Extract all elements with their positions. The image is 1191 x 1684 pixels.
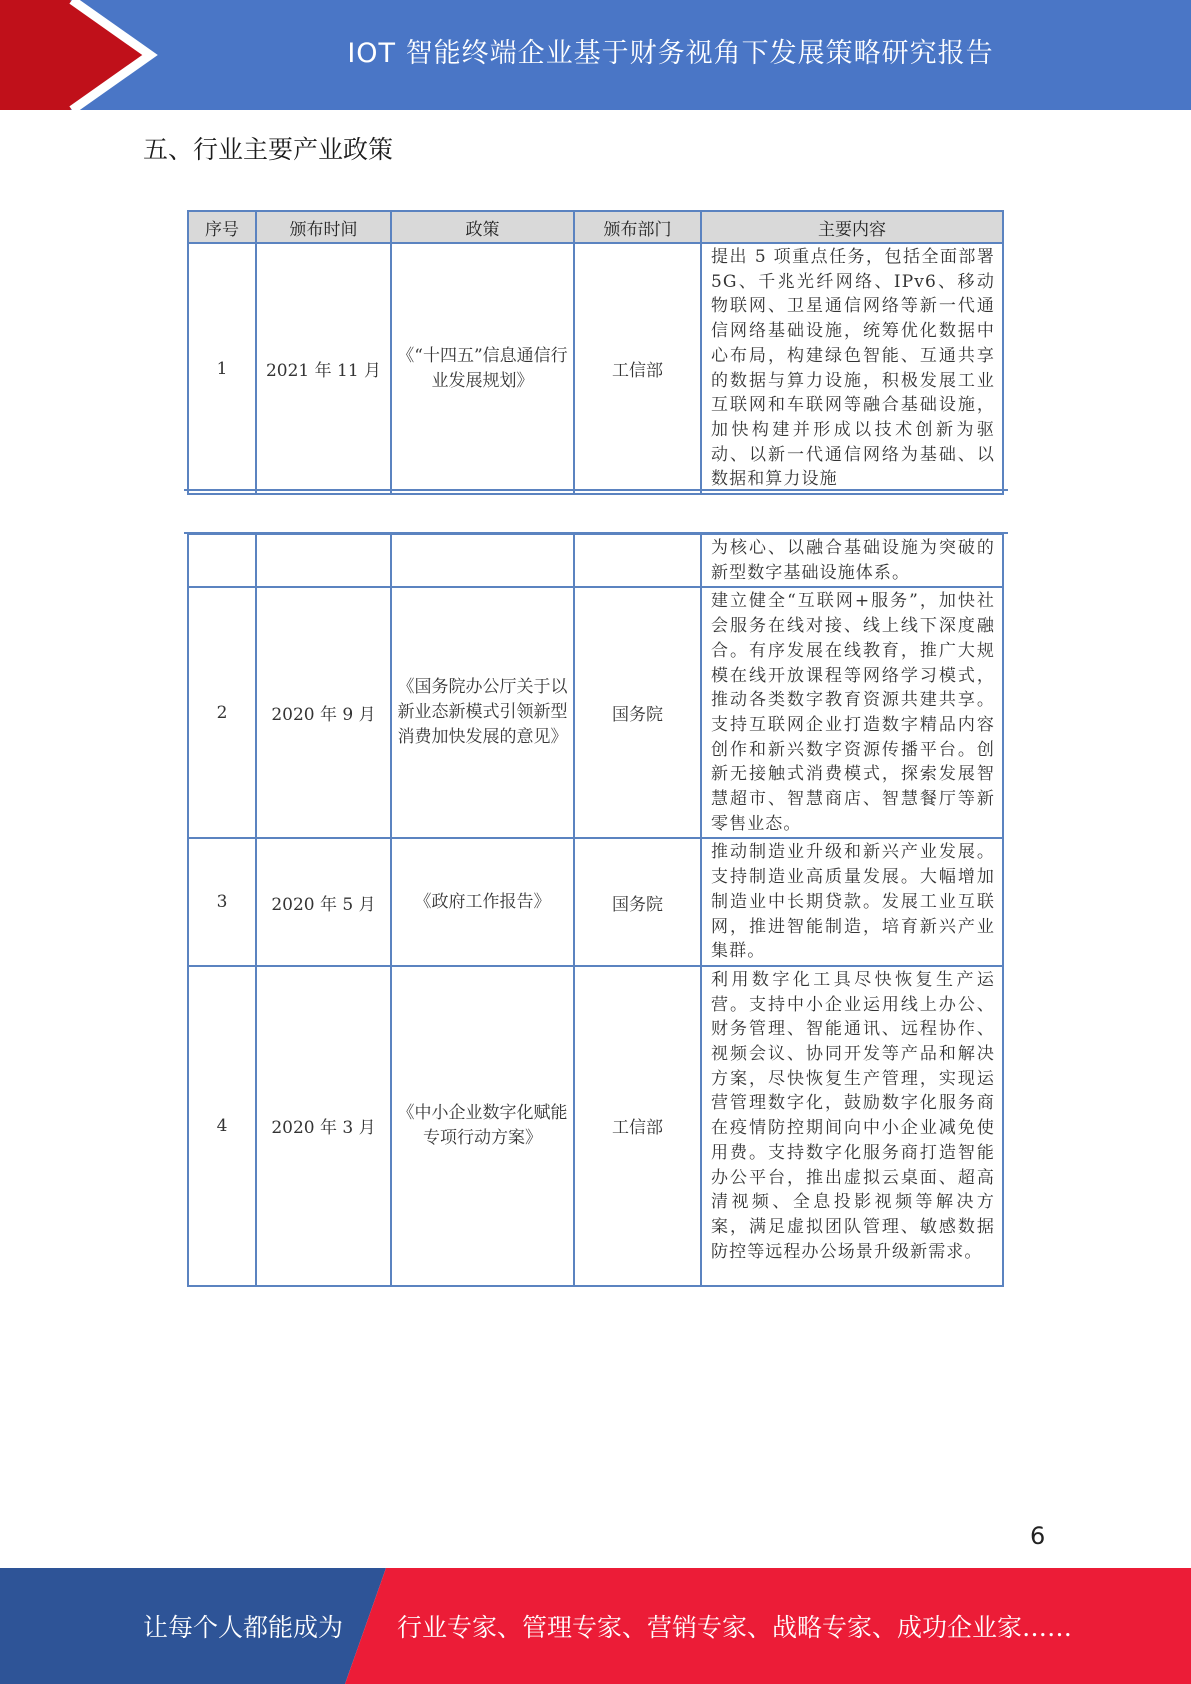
cell-content: 提出 5 项重点任务，包括全面部署 5G、千兆光纤网络、IPv6、移动物联网、卫星通信网络等新一代通信网络基础设施，统筹优化数据中心布局，构建绿色智能、互通共享的数据与算力设施，积极发展工业互联网和车联网等融合基础设施，加快构建并形成以技术创新为驱动、以新一代通信网络为基础、以数据和算力设施 [701, 243, 1003, 494]
cell-date: 2020 年 3 月 [256, 966, 391, 1286]
table-break-line [184, 489, 1008, 491]
cell-no: 4 [188, 966, 256, 1286]
table-row [188, 243, 1003, 494]
header-red-arrow [0, 0, 150, 110]
table-row [188, 534, 1003, 587]
header-no: 序号 [188, 211, 256, 243]
cell-policy: 《政府工作报告》 [391, 838, 574, 966]
table-row [188, 587, 1003, 838]
cell-date: 2020 年 5 月 [256, 838, 391, 966]
policy-table-part-2 [187, 533, 1004, 1287]
cell-dept: 工信部 [574, 966, 701, 1286]
cell-policy: 《国务院办公厅关于以新业态新模式引领新型消费加快发展的意见》 [391, 587, 574, 838]
cell-no: 3 [188, 838, 256, 966]
cell-dept: 国务院 [574, 587, 701, 838]
page-number: 6 [1030, 1522, 1046, 1550]
cell-date: 2020 年 9 月 [256, 587, 391, 838]
table-header-row [188, 211, 1003, 243]
cell-dept: 国务院 [574, 838, 701, 966]
cell-no: 2 [188, 587, 256, 838]
table-row [188, 838, 1003, 966]
cell-content: 利用数字化工具尽快恢复生产运营。支持中小企业运用线上办公、财务管理、智能通讯、远程协作、视频会议、协同开发等产品和解决方案，尽快恢复生产管理，实现运营管理数字化，鼓励数字化服务商在疫情防控期间向中小企业减免使用费。支持数字化服务商打造智能办公平台，推出虚拟云桌面、超高清视频、全息投影视频等解决方案，满足虚拟团队管理、敏感数据防控等远程办公场景升级新需求。 [701, 966, 1003, 1286]
cell-no: 1 [188, 243, 256, 494]
cell-policy: 《“十四五”信息通信行业发展规划》 [391, 243, 574, 494]
header-content: 主要内容 [701, 211, 1003, 243]
header-dept: 颁布部门 [574, 211, 701, 243]
cell-dept: 工信部 [574, 243, 701, 494]
page-header [0, 0, 1191, 110]
header-policy: 政策 [391, 211, 574, 243]
table-row [188, 966, 1003, 1286]
page-footer [0, 1568, 1191, 1684]
cell-date: 2021 年 11 月 [256, 243, 391, 494]
section-heading: 五、行业主要产业政策 [143, 135, 394, 164]
cell-content: 建立健全“互联网+服务”，加快社会服务在线对接、线上线下深度融合。有序发展在线教育，推广大规模在线开放课程等网络学习模式，推动各类数字教育资源共建共享。支持互联网企业打造数字精品内容创作和新兴数字资源传播平台。创新无接触式消费模式，探索发展智慧超市、智慧商店、智慧餐厅等新零售业态。 [701, 587, 1003, 838]
policy-table-part-1 [187, 210, 1004, 495]
header-date: 颁布时间 [256, 211, 391, 243]
cell-content: 推动制造业升级和新兴产业发展。支持制造业高质量发展。大幅增加制造业中长期贷款。发展工业互联网，推进智能制造，培育新兴产业集群。 [701, 838, 1003, 966]
footer-slogan-right: 行业专家、管理专家、营销专家、战略专家、成功企业家…… [397, 1613, 1073, 1642]
cell-policy: 《中小企业数字化赋能专项行动方案》 [391, 966, 574, 1286]
cell-content: 为核心、以融合基础设施为突破的新型数字基础设施体系。 [701, 534, 1003, 587]
footer-slogan-left: 让每个人都能成为 [143, 1613, 344, 1642]
report-title: IOT 智能终端企业基于财务视角下发展策略研究报告 [347, 37, 994, 69]
